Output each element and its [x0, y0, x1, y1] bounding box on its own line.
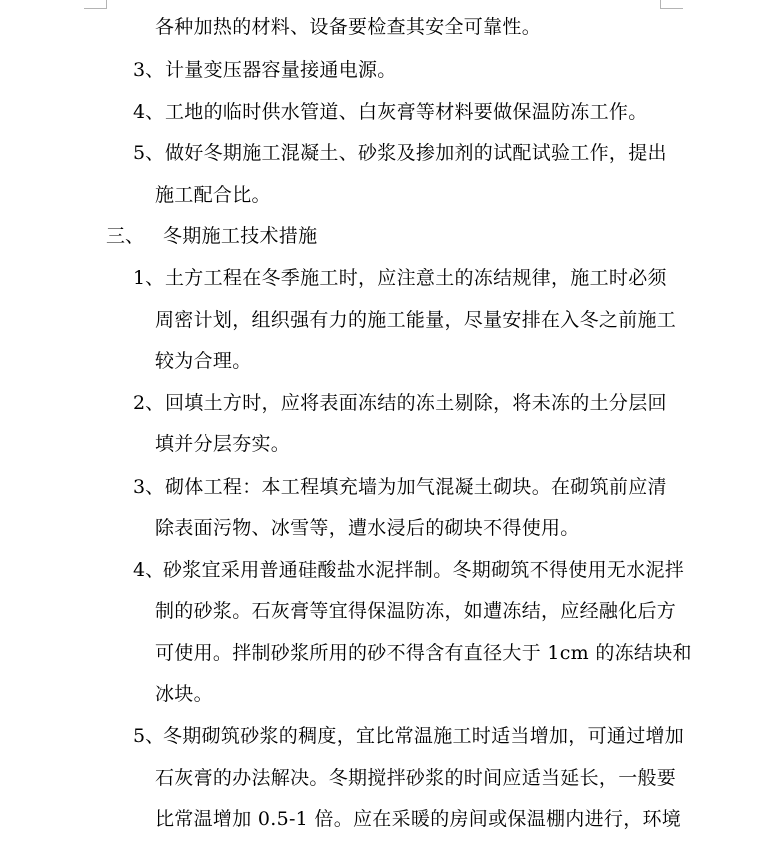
paragraph-line: 冬期砌筑砂浆的稠度，宜比常温施工时适当增加，可通过增加	[163, 725, 685, 747]
item-number: 1、	[133, 267, 165, 289]
item-number: 5、	[133, 725, 165, 747]
paragraph-line: 较为合理。	[155, 350, 252, 372]
item-number: 3、	[133, 59, 165, 81]
paragraph-line: 石灰膏的办法解决。冬期搅拌砂浆的时间应适当延长，一般要	[155, 767, 677, 789]
paragraph-line: 回填土方时，应将表面冻结的冻土剔除，将未冻的土分层回	[165, 392, 667, 414]
paragraph-line: 可使用。拌制砂浆所用的砂不得含有直径大于 1cm 的冻结块和	[155, 642, 692, 664]
paragraph-line: 工地的临时供水管道、白灰膏等材料要做保温防冻工作。	[165, 101, 648, 123]
item-number: 4、	[133, 559, 165, 581]
section-number: 三、	[106, 225, 145, 247]
paragraph-line: 冰块。	[155, 683, 213, 705]
paragraph-line: 砌体工程：本工程填充墙为加气混凝土砌块。在砌筑前应清	[165, 476, 667, 498]
paragraph-line: 施工配合比。	[155, 184, 271, 206]
section-heading: 冬期施工技术措施	[163, 225, 318, 247]
item-number: 3、	[133, 476, 165, 498]
margin-corner-mark-right	[660, 0, 683, 9]
item-number: 4、	[133, 101, 165, 123]
paragraph-line: 填并分层夯实。	[155, 433, 291, 455]
item-number: 2、	[133, 392, 165, 414]
paragraph-line: 做好冬期施工混凝土、砂浆及掺加剂的试配试验工作，提出	[165, 142, 667, 164]
paragraph-line: 制的砂浆。石灰膏等宜得保温防冻，如遭冻结，应经融化后方	[155, 600, 677, 622]
margin-corner-mark-left	[84, 0, 107, 9]
paragraph-line: 砂浆宜采用普通硅酸盐水泥拌制。冬期砌筑不得使用无水泥拌	[163, 559, 685, 581]
paragraph-line: 土方工程在冬季施工时，应注意土的冻结规律，施工时必须	[165, 267, 667, 289]
item-number: 5、	[133, 142, 165, 164]
paragraph-line: 各种加热的材料、设备要检查其安全可靠性。	[155, 16, 542, 38]
paragraph-line: 计量变压器容量接通电源。	[165, 59, 397, 81]
paragraph-line: 除表面污物、冰雪等，遭水浸后的砌块不得使用。	[155, 517, 580, 539]
paragraph-line: 比常温增加 0.5-1 倍。应在采暖的房间或保温棚内进行，环境	[155, 808, 682, 830]
paragraph-line: 周密计划，组织强有力的施工能量，尽量安排在入冬之前施工	[155, 309, 677, 331]
